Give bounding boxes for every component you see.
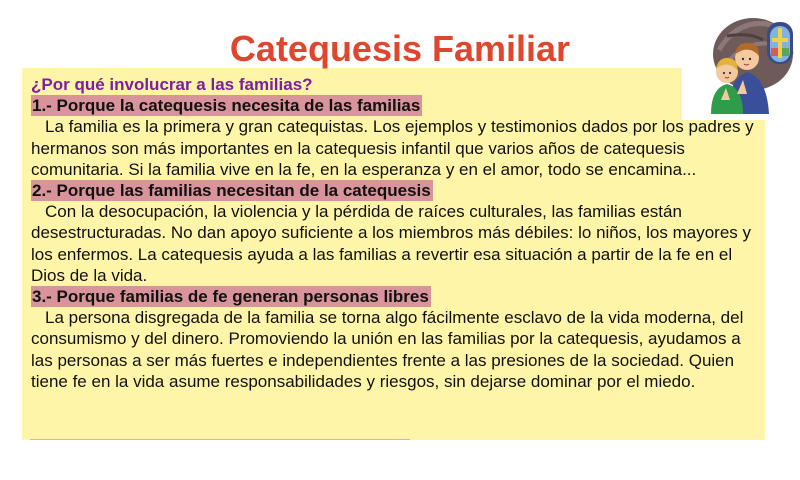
section-body: Con la desocupación, la violencia y la pérdida de raíces culturales, las familias están desestructuradas. No dan apoyo suficiente a los miembros más débiles: lo niños, los mayores y los enfermos. La catequesis ayuda a las familias a revertir esa situación a partir de la fe en el Dios de la vida. — [31, 202, 752, 285]
section-3 — [31, 286, 759, 392]
panel-bottom-rule — [30, 439, 410, 440]
section-heading: 2.- Porque las familias necesitan de la catequesis — [32, 181, 431, 201]
section-1 — [31, 95, 759, 180]
family-praying-illustration-icon — [697, 10, 797, 118]
section-body: La familia es la primera y gran catequistas. Los ejemplos y testimonios dados por los padres y hermanos son más importantes en la catequesis infantil que varios años de catequesis comunitaria. Si la familia vive en la fe, en la esperanza y en el amor, todo se encamina... — [31, 117, 754, 179]
section-body: La persona disgregada de la familia se torna algo fácilmente esclavo de la vida moderna, del consumismo y del dinero. Promoviendo la unión en las familias por la catequesis, ayudamos a las personas a ser más fuertes e independientes frente a las presiones de la sociedad. Quien tiene fe en la vida asume responsabilidades y riesgos, sin dejarse dominar por el miedo. — [31, 308, 744, 391]
section-heading: 1.- Porque la catequesis necesita de las familias — [32, 96, 421, 116]
section-heading: 3.- Porque familias de fe generan personas libres — [32, 287, 429, 307]
question-heading: ¿Por qué involucrar a las familias? — [31, 75, 313, 94]
section-2 — [31, 180, 759, 286]
slide-title: Catequesis Familiar — [229, 28, 571, 69]
content-text — [31, 74, 759, 392]
content-panel — [22, 68, 765, 440]
